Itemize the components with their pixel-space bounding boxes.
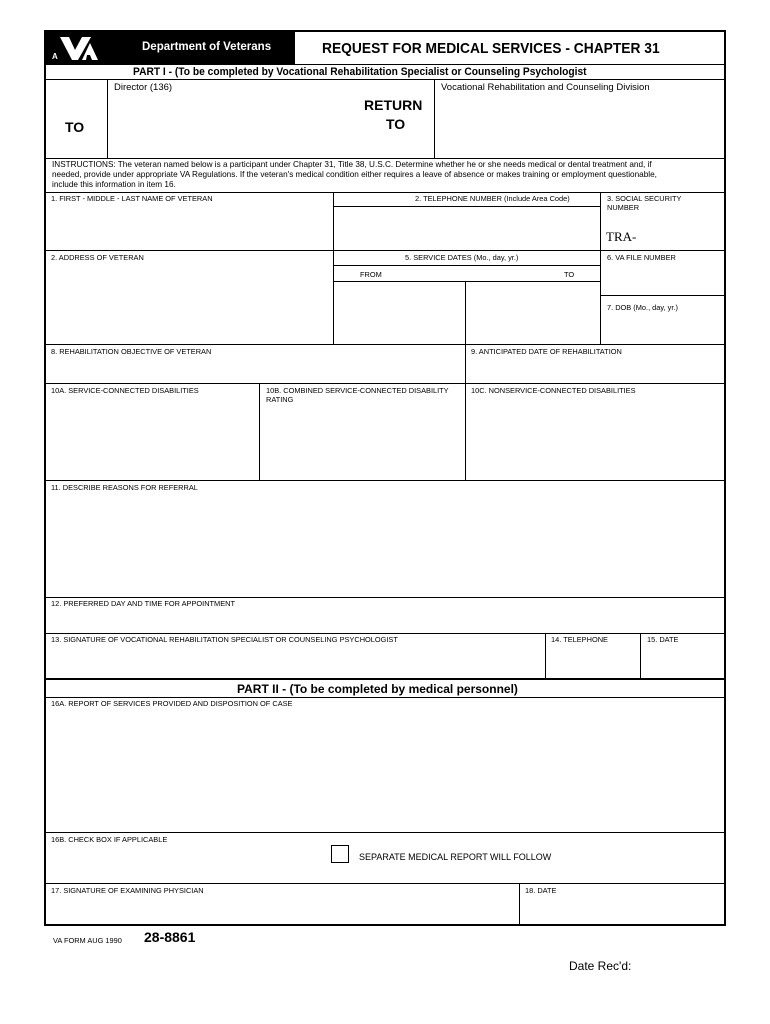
referral-reasons-field[interactable] [46,493,725,596]
field-2-address-label: 2. ADDRESS OF VETERAN [51,253,144,262]
field-10a-label: 10A. SERVICE-CONNECTED DISABILITIES [51,386,199,395]
va-logo-icon [52,33,100,63]
field-8-label: 8. REHABILITATION OBJECTIVE OF VETERAN [51,347,212,356]
divider [334,265,600,266]
field-10b-label-line1: 10B. COMBINED SERVICE-CONNECTED DISABILITY [266,386,449,395]
physician-date-field[interactable] [520,896,725,924]
specialist-signature-field[interactable] [46,645,544,677]
field-10c-label: 10C. NONSERVICE-CONNECTED DISABILITIES [471,386,636,395]
combined-rating-field[interactable] [260,405,464,479]
return-to-value: Vocational Rehabilitation and Counseling Division [441,82,650,93]
divider [45,832,725,833]
divider [107,80,108,158]
to-label: TO [65,119,85,135]
divider [45,250,725,251]
field-16a-label: 16A. REPORT OF SERVICES PROVIDED AND DISPOSITION OF CASE [51,699,293,708]
service-dates-from-label: FROM [360,270,382,279]
divider [45,883,725,884]
field-1-label: 1. FIRST - MIDDLE - LAST NAME OF VETERAN [51,194,213,203]
divider [45,64,725,65]
field-5-label: 5. SERVICE DATES (Mo., day, yr.) [405,253,519,262]
field-14-label: 14. TELEPHONE [551,635,608,644]
service-to-field[interactable] [466,282,600,343]
divider [45,79,725,80]
rehab-objective-field[interactable] [46,357,464,382]
specialist-telephone-field[interactable] [546,645,639,677]
veteran-name-field[interactable] [46,204,333,250]
return-to-label-line1: RETURN [364,97,423,113]
part2-heading: PART II - (To be completed by medical personnel) [237,682,518,696]
field-3-label-line2: NUMBER [607,203,640,212]
separate-report-checkbox[interactable] [331,845,349,863]
field-16b-label: 16B. CHECK BOX IF APPLICABLE [51,835,168,844]
specialist-date-field[interactable] [641,645,725,677]
va-file-number-field[interactable] [601,262,725,295]
field-17-label: 17. SIGNATURE OF EXAMINING PHYSICIAN [51,886,204,895]
form-title: REQUEST FOR MEDICAL SERVICES - CHAPTER 31 [322,40,660,57]
nonservice-disabilities-field[interactable] [466,396,725,479]
divider [45,597,725,598]
field-18-label: 18. DATE [525,886,557,895]
divider [45,344,725,345]
field-13-label: 13. SIGNATURE OF VOCATIONAL REHABILITATION SPECIALIST OR COUNSELING PSYCHOLOGIST [51,635,398,644]
part1-heading: PART I - (To be completed by Vocational Rehabilitation Specialist or Counseling Psychologist [133,66,587,78]
ssn-value[interactable]: TRA- [606,229,637,244]
address-field[interactable] [46,263,333,343]
divider [45,480,725,481]
services-report-field[interactable] [46,709,725,831]
field-12-label: 12. PREFERRED DAY AND TIME FOR APPOINTMENT [51,599,235,608]
preferred-appointment-field[interactable] [46,609,725,632]
field-15-label: 15. DATE [647,635,679,644]
field-7-label: 7. DOB (Mo., day, yr.) [607,303,678,312]
dob-field[interactable] [601,313,725,343]
anticipated-date-field[interactable] [466,357,725,382]
field-2-phone-label: 2. TELEPHONE NUMBER (Include Area Code) [415,194,570,203]
service-dates-to-label: TO [564,270,575,279]
to-value: Director (136) [114,82,173,93]
service-from-field[interactable] [334,282,465,343]
form-number: 28-8861 [144,929,196,945]
checkbox-label: SEPARATE MEDICAL REPORT WILL FOLLOW [359,852,552,862]
divider [434,80,435,158]
divider [45,383,725,384]
field-3-label-line1: 3. SOCIAL SECURITY [607,194,682,203]
instructions-line: needed, provide under appropriate VA Regulations. If the veteran's medical condition either requires a leave of absence or makes training or employment questionable, [52,170,657,179]
field-11-label: 11. DESCRIBE REASONS FOR REFERRAL [51,483,198,492]
va-logo-letter: A [52,52,58,61]
date-received-label: Date Rec'd: [569,959,632,973]
divider [45,678,725,680]
field-6-label: 6. VA FILE NUMBER [607,253,676,262]
divider [45,697,725,698]
return-to-label-line2: TO [386,116,406,132]
instructions [52,160,722,190]
divider [45,158,725,159]
telephone-field[interactable] [334,207,600,250]
divider [45,633,725,634]
physician-signature-field[interactable] [46,896,518,924]
field-10b-label-line2: RATING [266,395,294,404]
instructions-line: INSTRUCTIONS: The veteran named below is a participant under Chapter 31, Title 38, U.S.C. Determine whether he or she needs medical or dental treatment and, if [52,160,652,169]
instructions-line: include this information in item 16. [52,180,176,189]
divider [601,295,725,296]
divider [45,192,725,193]
form-edition-label: VA FORM AUG 1990 [53,936,122,945]
field-9-label: 9. ANTICIPATED DATE OF REHABILITATION [471,347,622,356]
service-connected-disabilities-field[interactable] [46,396,258,479]
department-label: Department of Veterans [142,41,272,53]
